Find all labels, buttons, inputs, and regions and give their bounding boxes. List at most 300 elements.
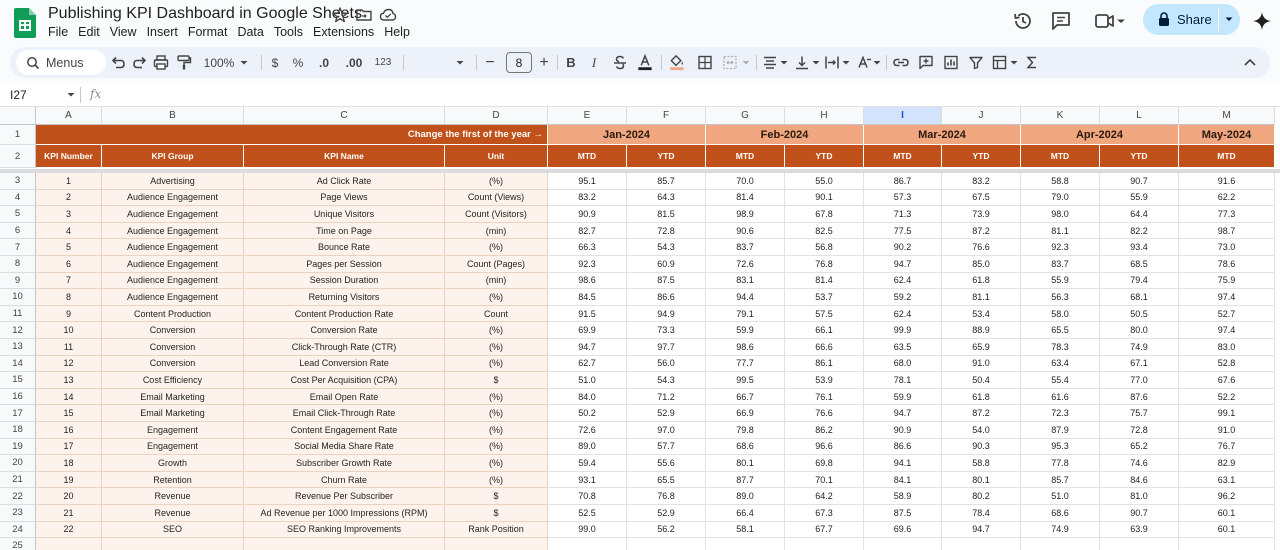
value-cell[interactable]: 64.4 (1100, 206, 1179, 223)
kpi-number-cell[interactable]: 2 (36, 190, 102, 207)
row-header-14[interactable]: 14 (0, 356, 36, 373)
value-cell[interactable]: 56.3 (1021, 289, 1100, 306)
value-cell[interactable]: 66.7 (706, 389, 785, 406)
font-family-chevron-icon[interactable] (454, 53, 466, 72)
value-cell[interactable]: 78.3 (1021, 339, 1100, 356)
column-header-b[interactable]: B (102, 107, 244, 125)
value-cell[interactable]: 68.0 (864, 356, 942, 373)
kpi-number-cell[interactable]: 3 (36, 206, 102, 223)
strikethrough-icon[interactable] (611, 53, 629, 72)
mtd-header[interactable]: MTD (706, 145, 785, 168)
value-cell[interactable]: 79.0 (1021, 190, 1100, 207)
value-cell[interactable]: 73.3 (627, 322, 706, 339)
value-cell[interactable]: 80.1 (706, 455, 785, 472)
value-cell[interactable]: 79.1 (706, 306, 785, 323)
value-cell[interactable]: 74.6 (1100, 455, 1179, 472)
value-cell[interactable]: 70.0 (706, 173, 785, 190)
value-cell[interactable]: 94.7 (864, 405, 942, 422)
value-cell[interactable]: 71.3 (864, 206, 942, 223)
value-cell[interactable]: 74.9 (1021, 522, 1100, 539)
value-cell[interactable]: 77.8 (1021, 455, 1100, 472)
kpi-name-cell[interactable]: Ad Click Rate (244, 173, 445, 190)
kpi-group-cell[interactable]: Audience Engagement (102, 206, 244, 223)
kpi-group-cell[interactable]: Conversion (102, 339, 244, 356)
value-cell[interactable]: 85.7 (627, 173, 706, 190)
kpi-unit-cell[interactable]: (%) (445, 472, 548, 489)
zoom-select[interactable]: 100% (203, 55, 235, 70)
value-cell[interactable]: 78.6 (1179, 256, 1275, 273)
value-cell[interactable]: 66.9 (706, 405, 785, 422)
kpi-group-cell[interactable]: SEO (102, 522, 244, 539)
value-cell[interactable]: 82.5 (785, 223, 864, 240)
value-cell[interactable]: 91.6 (1179, 173, 1275, 190)
column-title[interactable]: KPI Name (244, 145, 445, 168)
value-cell[interactable]: 80.0 (1100, 322, 1179, 339)
value-cell[interactable]: 50.5 (1100, 306, 1179, 323)
value-cell[interactable]: 86.2 (785, 422, 864, 439)
value-cell[interactable]: 76.8 (627, 488, 706, 505)
horizontal-align-icon[interactable] (761, 53, 779, 72)
value-cell[interactable]: 56.0 (627, 356, 706, 373)
value-cell[interactable]: 79.8 (706, 422, 785, 439)
value-cell[interactable]: 70.8 (548, 488, 627, 505)
document-title[interactable]: Publishing KPI Dashboard in Google Sheets (48, 5, 362, 22)
value-cell[interactable]: 87.2 (942, 223, 1021, 240)
menu-extensions[interactable]: Extensions (313, 25, 375, 39)
kpi-unit-cell[interactable]: (%) (445, 173, 548, 190)
value-cell[interactable]: 99.5 (706, 372, 785, 389)
bold-button[interactable]: B (566, 55, 576, 70)
kpi-number-cell[interactable]: 13 (36, 372, 102, 389)
name-box[interactable]: I27 (10, 88, 27, 102)
row-header-7[interactable]: 7 (0, 239, 36, 256)
value-cell[interactable]: 76.6 (785, 405, 864, 422)
value-cell[interactable]: 72.8 (627, 223, 706, 240)
font-family-select[interactable] (410, 53, 450, 72)
row-header-25[interactable]: 25 (0, 538, 36, 550)
value-cell[interactable]: 90.1 (785, 190, 864, 207)
value-cell[interactable]: 69.8 (785, 455, 864, 472)
empty-cell[interactable] (942, 538, 1021, 550)
value-cell[interactable]: 92.3 (548, 256, 627, 273)
format-percent-button[interactable]: % (292, 55, 304, 70)
row-header-21[interactable]: 21 (0, 472, 36, 489)
kpi-group-cell[interactable]: Growth (102, 455, 244, 472)
menu-view[interactable]: View (109, 25, 137, 39)
more-formats-button[interactable]: 123 (374, 57, 392, 68)
value-cell[interactable]: 60.9 (627, 256, 706, 273)
month-header[interactable]: Mar-2024 (864, 125, 1021, 145)
value-cell[interactable]: 67.3 (785, 505, 864, 522)
value-cell[interactable]: 62.4 (864, 306, 942, 323)
menu-insert[interactable]: Insert (146, 25, 178, 39)
row-header-17[interactable]: 17 (0, 405, 36, 422)
row-header-12[interactable]: 12 (0, 322, 36, 339)
increase-decimal-button[interactable] (340, 53, 368, 72)
value-cell[interactable]: 85.7 (1021, 472, 1100, 489)
kpi-unit-cell[interactable]: (min) (445, 223, 548, 240)
value-cell[interactable]: 97.4 (1179, 289, 1275, 306)
kpi-unit-cell[interactable]: (%) (445, 455, 548, 472)
kpi-number-cell[interactable]: 22 (36, 522, 102, 539)
value-cell[interactable]: 90.9 (548, 206, 627, 223)
font-size-increase-button[interactable]: + (539, 53, 549, 71)
value-cell[interactable]: 84.1 (864, 472, 942, 489)
value-cell[interactable]: 91.0 (942, 356, 1021, 373)
value-cell[interactable]: 56.2 (627, 522, 706, 539)
kpi-number-cell[interactable]: 18 (36, 455, 102, 472)
value-cell[interactable]: 90.2 (864, 239, 942, 256)
kpi-name-cell[interactable]: Returning Visitors (244, 289, 445, 306)
text-rotation-icon[interactable] (855, 53, 873, 72)
value-cell[interactable]: 90.9 (864, 422, 942, 439)
value-cell[interactable]: 58.9 (864, 488, 942, 505)
value-cell[interactable]: 83.0 (1179, 339, 1275, 356)
frozen-rows-divider[interactable] (0, 169, 1280, 173)
value-cell[interactable]: 94.7 (548, 339, 627, 356)
value-cell[interactable]: 72.6 (548, 422, 627, 439)
kpi-group-cell[interactable]: Audience Engagement (102, 289, 244, 306)
month-header[interactable]: Jan-2024 (548, 125, 706, 145)
row-header-2[interactable]: 2 (0, 145, 36, 168)
value-cell[interactable]: 59.9 (706, 322, 785, 339)
value-cell[interactable]: 73.9 (942, 206, 1021, 223)
value-cell[interactable]: 76.7 (1179, 439, 1275, 456)
kpi-name-cell[interactable]: SEO Ranking Improvements (244, 522, 445, 539)
value-cell[interactable]: 65.5 (1021, 322, 1100, 339)
kpi-unit-cell[interactable]: (%) (445, 339, 548, 356)
value-cell[interactable]: 86.6 (864, 439, 942, 456)
value-cell[interactable]: 83.2 (942, 173, 1021, 190)
kpi-unit-cell[interactable]: (%) (445, 389, 548, 406)
value-cell[interactable]: 80.2 (942, 488, 1021, 505)
empty-cell[interactable] (706, 538, 785, 550)
row-header-20[interactable]: 20 (0, 455, 36, 472)
text-wrapping-chevron-icon[interactable] (841, 53, 851, 72)
redo-icon[interactable] (131, 53, 149, 72)
row-header-8[interactable]: 8 (0, 256, 36, 273)
mtd-header[interactable]: MTD (1179, 145, 1275, 168)
collapse-toolbar-chevron-icon[interactable] (1241, 53, 1259, 72)
value-cell[interactable]: 63.4 (1021, 356, 1100, 373)
value-cell[interactable]: 57.7 (627, 439, 706, 456)
value-cell[interactable]: 98.9 (706, 206, 785, 223)
kpi-unit-cell[interactable]: (%) (445, 322, 548, 339)
value-cell[interactable]: 61.8 (942, 273, 1021, 290)
kpi-name-cell[interactable]: Social Media Share Rate (244, 439, 445, 456)
kpi-unit-cell[interactable]: (min) (445, 273, 548, 290)
value-cell[interactable]: 68.6 (1021, 505, 1100, 522)
kpi-unit-cell[interactable]: Rank Position (445, 522, 548, 539)
value-cell[interactable]: 76.6 (942, 239, 1021, 256)
column-header-l[interactable]: L (1100, 107, 1179, 125)
value-cell[interactable]: 52.2 (1179, 389, 1275, 406)
empty-cell[interactable] (1100, 538, 1179, 550)
value-cell[interactable]: 58.8 (942, 455, 1021, 472)
row-header-5[interactable]: 5 (0, 206, 36, 223)
kpi-unit-cell[interactable]: $ (445, 505, 548, 522)
filter-views-chevron-icon[interactable] (1009, 53, 1019, 72)
row-header-13[interactable]: 13 (0, 339, 36, 356)
value-cell[interactable]: 65.5 (627, 472, 706, 489)
empty-cell[interactable] (627, 538, 706, 550)
value-cell[interactable]: 66.4 (706, 505, 785, 522)
value-cell[interactable]: 54.0 (942, 422, 1021, 439)
value-cell[interactable]: 72.6 (706, 256, 785, 273)
value-cell[interactable]: 62.7 (548, 356, 627, 373)
value-cell[interactable]: 93.4 (1100, 239, 1179, 256)
column-header-g[interactable]: G (706, 107, 785, 125)
value-cell[interactable]: 77.5 (864, 223, 942, 240)
value-cell[interactable]: 75.7 (1100, 405, 1179, 422)
column-header-e[interactable]: E (548, 107, 627, 125)
value-cell[interactable]: 67.8 (785, 206, 864, 223)
insert-chart-icon[interactable] (942, 53, 960, 72)
text-rotation-chevron-icon[interactable] (872, 53, 882, 72)
value-cell[interactable]: 63.1 (1179, 472, 1275, 489)
kpi-name-cell[interactable]: Conversion Rate (244, 322, 445, 339)
kpi-name-cell[interactable]: Pages per Session (244, 256, 445, 273)
value-cell[interactable]: 72.3 (1021, 405, 1100, 422)
value-cell[interactable]: 87.7 (706, 472, 785, 489)
font-size-input[interactable]: 8 (506, 52, 532, 73)
comments-icon[interactable] (1049, 9, 1073, 33)
kpi-name-cell[interactable]: Subscriber Growth Rate (244, 455, 445, 472)
value-cell[interactable]: 79.4 (1100, 273, 1179, 290)
value-cell[interactable]: 94.4 (706, 289, 785, 306)
ytd-header[interactable]: YTD (1100, 145, 1179, 168)
value-cell[interactable]: 64.2 (785, 488, 864, 505)
kpi-group-cell[interactable]: Audience Engagement (102, 239, 244, 256)
value-cell[interactable]: 83.7 (1021, 256, 1100, 273)
menu-edit[interactable]: Edit (78, 25, 100, 39)
month-header[interactable]: Feb-2024 (706, 125, 864, 145)
value-cell[interactable]: 94.7 (942, 522, 1021, 539)
column-header-k[interactable]: K (1021, 107, 1100, 125)
month-header[interactable]: Apr-2024 (1021, 125, 1179, 145)
row-header-22[interactable]: 22 (0, 488, 36, 505)
kpi-name-cell[interactable]: Bounce Rate (244, 239, 445, 256)
value-cell[interactable]: 71.2 (627, 389, 706, 406)
value-cell[interactable]: 72.8 (1100, 422, 1179, 439)
kpi-name-cell[interactable]: Content Engagement Rate (244, 422, 445, 439)
filter-views-icon[interactable] (991, 53, 1009, 72)
meet-dropdown-chevron-icon[interactable] (1115, 9, 1127, 33)
share-button[interactable] (1143, 4, 1240, 35)
value-cell[interactable]: 69.6 (864, 522, 942, 539)
value-cell[interactable]: 95.1 (548, 173, 627, 190)
kpi-number-cell[interactable]: 19 (36, 472, 102, 489)
kpi-number-cell[interactable]: 10 (36, 322, 102, 339)
menu-format[interactable]: Format (187, 25, 228, 39)
value-cell[interactable]: 62.2 (1179, 190, 1275, 207)
value-cell[interactable]: 89.0 (548, 439, 627, 456)
value-cell[interactable]: 50.4 (942, 372, 1021, 389)
value-cell[interactable]: 98.6 (548, 273, 627, 290)
value-cell[interactable]: 52.9 (627, 505, 706, 522)
menu-data[interactable]: Data (237, 25, 264, 39)
vertical-align-chevron-icon[interactable] (811, 53, 821, 72)
month-header[interactable]: May-2024 (1179, 125, 1275, 145)
undo-icon[interactable] (109, 53, 127, 72)
value-cell[interactable]: 92.3 (1021, 239, 1100, 256)
value-cell[interactable]: 87.6 (1100, 389, 1179, 406)
kpi-name-cell[interactable]: Ad Revenue per 1000 Impressions (RPM) (244, 505, 445, 522)
value-cell[interactable]: 83.7 (706, 239, 785, 256)
sheets-logo-icon[interactable] (14, 8, 36, 38)
column-header-a[interactable]: A (36, 107, 102, 125)
value-cell[interactable]: 55.0 (785, 173, 864, 190)
kpi-group-cell[interactable]: Email Marketing (102, 389, 244, 406)
kpi-number-cell[interactable]: 16 (36, 422, 102, 439)
row-header-24[interactable]: 24 (0, 522, 36, 539)
gemini-sparkle-icon[interactable] (1250, 9, 1274, 33)
value-cell[interactable]: 86.1 (785, 356, 864, 373)
value-cell[interactable]: 67.7 (785, 522, 864, 539)
column-header-i[interactable]: I (864, 107, 942, 125)
kpi-unit-cell[interactable]: (%) (445, 439, 548, 456)
kpi-number-cell[interactable]: 17 (36, 439, 102, 456)
kpi-number-cell[interactable]: 15 (36, 405, 102, 422)
value-cell[interactable]: 55.4 (1021, 372, 1100, 389)
paint-format-icon[interactable] (175, 53, 193, 72)
value-cell[interactable]: 97.0 (627, 422, 706, 439)
insert-link-icon[interactable] (892, 53, 910, 72)
value-cell[interactable]: 87.9 (1021, 422, 1100, 439)
kpi-group-cell[interactable]: Cost Efficiency (102, 372, 244, 389)
format-currency-button[interactable]: $ (271, 55, 279, 70)
kpi-group-cell[interactable]: Retention (102, 472, 244, 489)
kpi-unit-cell[interactable]: Count (Pages) (445, 256, 548, 273)
value-cell[interactable]: 68.1 (1100, 289, 1179, 306)
kpi-number-cell[interactable]: 20 (36, 488, 102, 505)
column-header-c[interactable]: C (244, 107, 445, 125)
value-cell[interactable]: 90.7 (1100, 505, 1179, 522)
kpi-group-cell[interactable]: Conversion (102, 356, 244, 373)
kpi-number-cell[interactable]: 14 (36, 389, 102, 406)
value-cell[interactable]: 60.1 (1179, 522, 1275, 539)
fill-color-icon[interactable] (667, 53, 687, 72)
value-cell[interactable]: 60.1 (1179, 505, 1275, 522)
value-cell[interactable]: 81.1 (942, 289, 1021, 306)
value-cell[interactable]: 54.3 (627, 372, 706, 389)
value-cell[interactable]: 77.0 (1100, 372, 1179, 389)
mtd-header[interactable]: MTD (1021, 145, 1100, 168)
value-cell[interactable]: 70.1 (785, 472, 864, 489)
value-cell[interactable]: 97.4 (1179, 322, 1275, 339)
kpi-name-cell[interactable]: Cost Per Acquisition (CPA) (244, 372, 445, 389)
star-icon[interactable] (331, 6, 349, 24)
kpi-group-cell[interactable]: Engagement (102, 422, 244, 439)
value-cell[interactable]: 59.9 (864, 389, 942, 406)
kpi-number-cell[interactable]: 6 (36, 256, 102, 273)
kpi-name-cell[interactable]: Lead Conversion Rate (244, 356, 445, 373)
value-cell[interactable]: 99.9 (864, 322, 942, 339)
kpi-unit-cell[interactable]: Count (445, 306, 548, 323)
kpi-group-cell[interactable]: Email Marketing (102, 405, 244, 422)
kpi-name-cell[interactable]: Page Views (244, 190, 445, 207)
value-cell[interactable]: 65.2 (1100, 439, 1179, 456)
column-header-j[interactable]: J (942, 107, 1021, 125)
kpi-group-cell[interactable]: Advertising (102, 173, 244, 190)
italic-button[interactable]: I (591, 54, 597, 70)
empty-cell[interactable] (102, 538, 244, 550)
zoom-chevron-icon[interactable] (238, 53, 250, 72)
value-cell[interactable]: 73.0 (1179, 239, 1275, 256)
menu-help[interactable]: Help (384, 25, 410, 39)
value-cell[interactable]: 81.5 (627, 206, 706, 223)
kpi-group-cell[interactable]: Audience Engagement (102, 273, 244, 290)
menus-search[interactable] (16, 50, 106, 75)
value-cell[interactable]: 62.4 (864, 273, 942, 290)
value-cell[interactable]: 86.7 (864, 173, 942, 190)
value-cell[interactable]: 52.9 (627, 405, 706, 422)
kpi-name-cell[interactable]: Email Open Rate (244, 389, 445, 406)
value-cell[interactable]: 56.8 (785, 239, 864, 256)
kpi-number-cell[interactable]: 4 (36, 223, 102, 240)
value-cell[interactable]: 57.5 (785, 306, 864, 323)
kpi-group-cell[interactable]: Audience Engagement (102, 256, 244, 273)
kpi-number-cell[interactable]: 8 (36, 289, 102, 306)
meet-video-icon[interactable] (1093, 9, 1117, 33)
kpi-unit-cell[interactable]: (%) (445, 239, 548, 256)
value-cell[interactable]: 74.9 (1100, 339, 1179, 356)
value-cell[interactable]: 78.1 (864, 372, 942, 389)
value-cell[interactable]: 82.9 (1179, 455, 1275, 472)
value-cell[interactable]: 84.6 (1100, 472, 1179, 489)
value-cell[interactable]: 87.5 (864, 505, 942, 522)
functions-sigma-icon[interactable] (1023, 53, 1041, 72)
empty-cell[interactable] (548, 538, 627, 550)
value-cell[interactable]: 50.2 (548, 405, 627, 422)
merge-cells-icon[interactable] (721, 53, 739, 72)
row-header-11[interactable]: 11 (0, 306, 36, 323)
kpi-number-cell[interactable]: 12 (36, 356, 102, 373)
value-cell[interactable]: 97.7 (627, 339, 706, 356)
kpi-group-cell[interactable]: Content Production (102, 306, 244, 323)
year-change-banner[interactable]: Change the first of the year → (36, 125, 548, 145)
value-cell[interactable]: 83.1 (706, 273, 785, 290)
value-cell[interactable]: 55.9 (1021, 273, 1100, 290)
row-header-4[interactable]: 4 (0, 190, 36, 207)
kpi-group-cell[interactable]: Revenue (102, 488, 244, 505)
value-cell[interactable]: 66.1 (785, 322, 864, 339)
value-cell[interactable]: 75.9 (1179, 273, 1275, 290)
value-cell[interactable]: 52.5 (548, 505, 627, 522)
value-cell[interactable]: 55.6 (627, 455, 706, 472)
value-cell[interactable]: 76.8 (785, 256, 864, 273)
ytd-header[interactable]: YTD (942, 145, 1021, 168)
value-cell[interactable]: 61.6 (1021, 389, 1100, 406)
value-cell[interactable]: 81.4 (785, 273, 864, 290)
kpi-unit-cell[interactable]: (%) (445, 289, 548, 306)
row-header-1[interactable]: 1 (0, 125, 36, 145)
kpi-number-cell[interactable]: 9 (36, 306, 102, 323)
value-cell[interactable]: 53.4 (942, 306, 1021, 323)
value-cell[interactable]: 82.7 (548, 223, 627, 240)
mtd-header[interactable]: MTD (548, 145, 627, 168)
empty-cell[interactable] (36, 538, 102, 550)
select-all-corner[interactable] (0, 107, 36, 125)
kpi-unit-cell[interactable]: (%) (445, 405, 548, 422)
value-cell[interactable]: 90.6 (706, 223, 785, 240)
value-cell[interactable]: 68.5 (1100, 256, 1179, 273)
version-history-icon[interactable] (1011, 9, 1035, 33)
value-cell[interactable]: 86.6 (627, 289, 706, 306)
row-header-9[interactable]: 9 (0, 273, 36, 290)
value-cell[interactable]: 59.2 (864, 289, 942, 306)
kpi-group-cell[interactable]: Audience Engagement (102, 190, 244, 207)
